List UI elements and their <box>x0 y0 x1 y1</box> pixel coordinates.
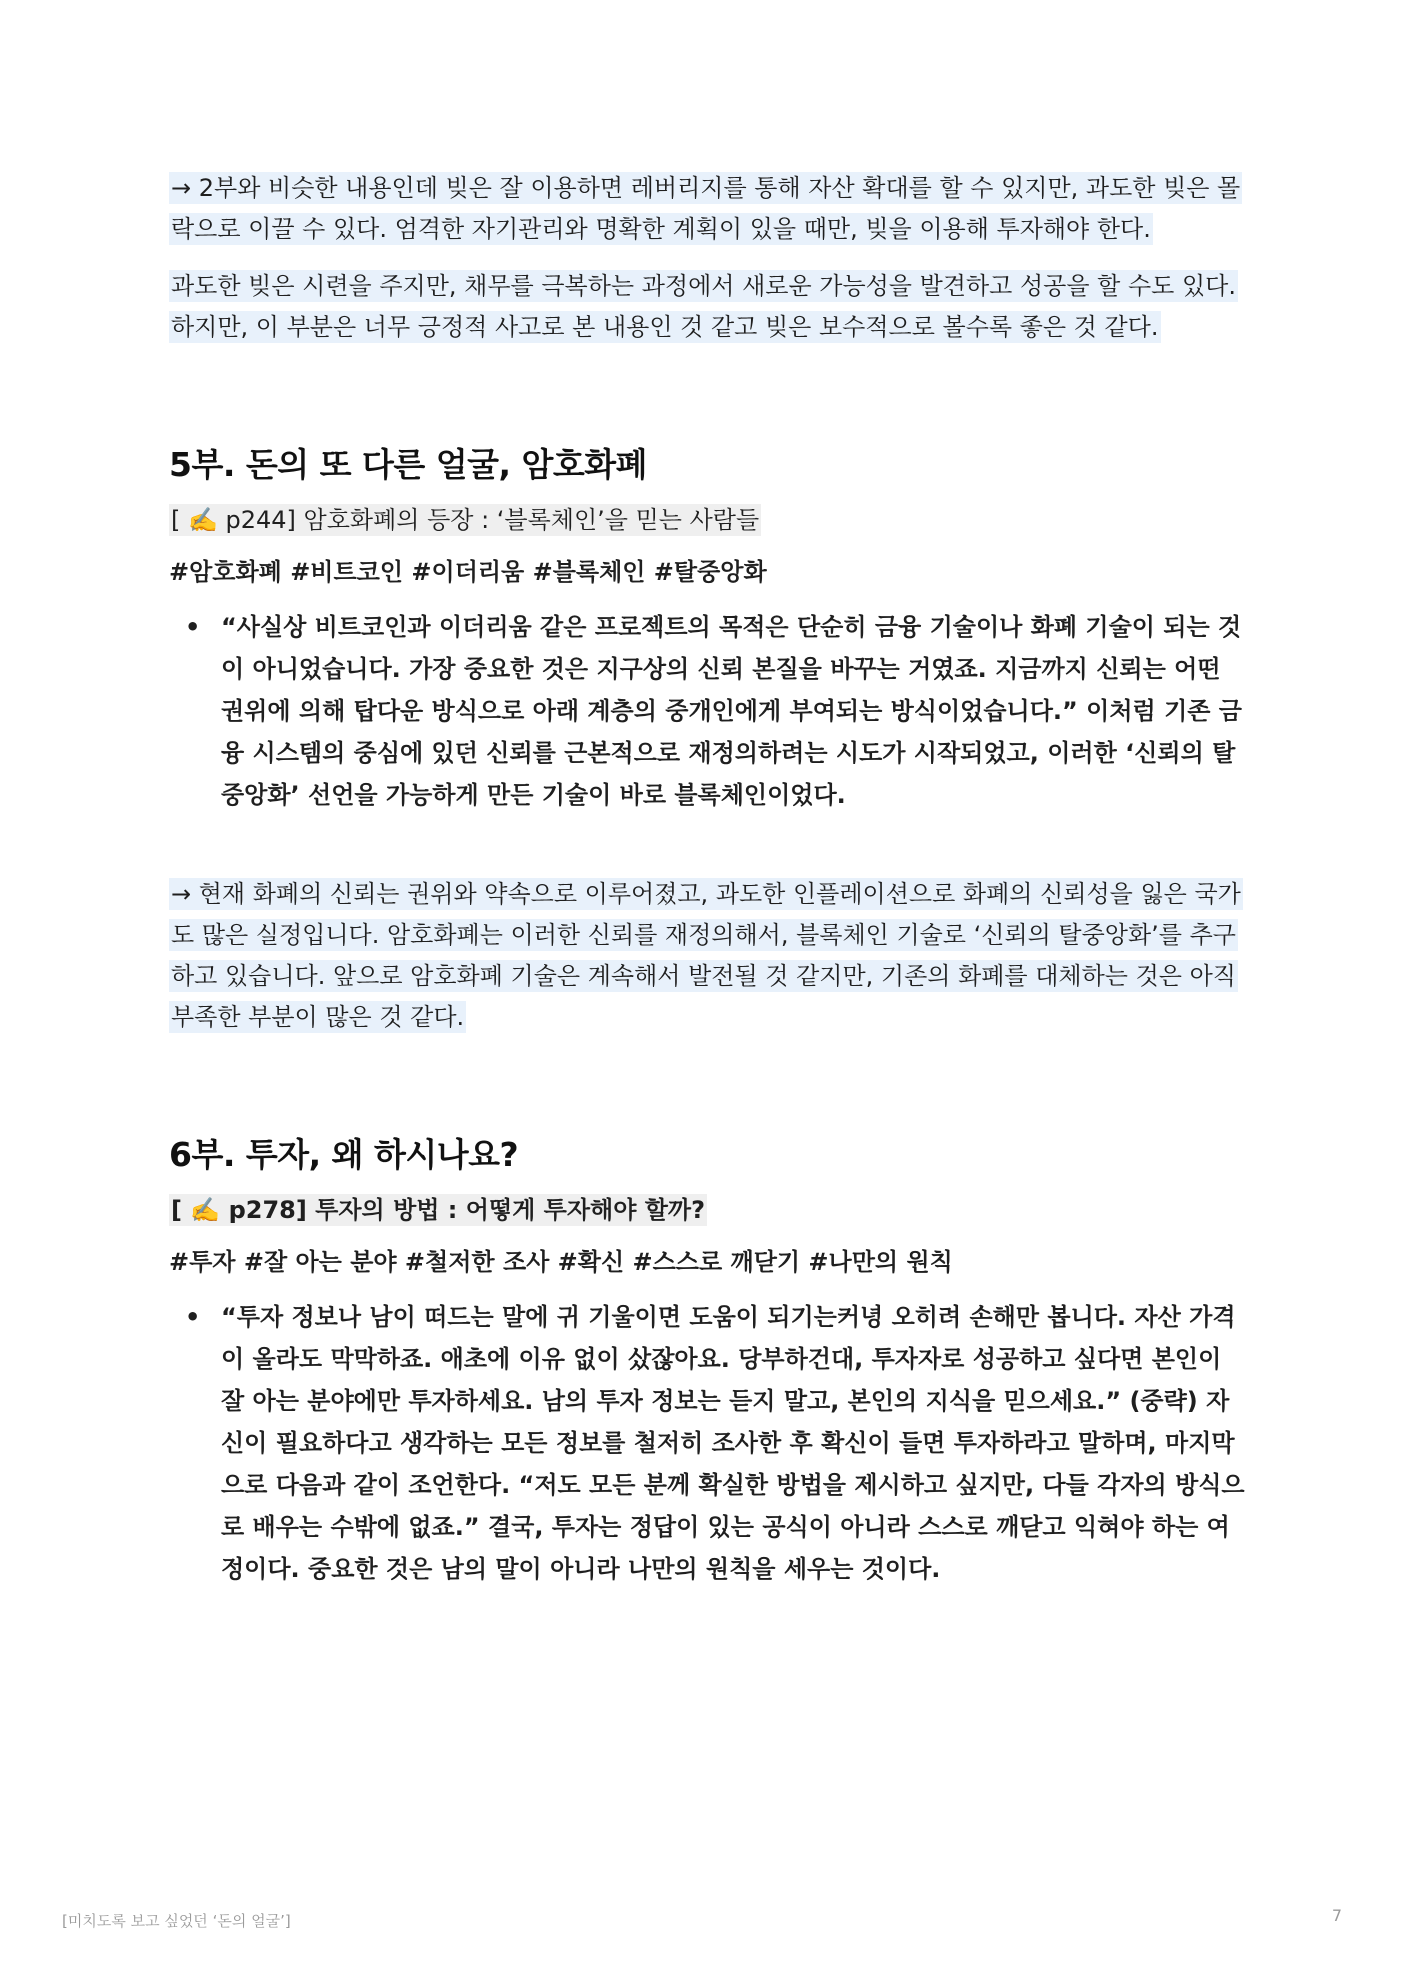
quote-text: “사실상 비트코인과 이더리움 같은 프로젝트의 목적은 단순히 금융 기술이나 화폐 기술이 되는 것이 아니었습니다. 가장 중요한 것은 지구상의 신뢰 본질을 바꾸는 거였죠. 지금까지 신뢰는 어떤 권위에 의해 탑다운 방식으로 아래 계층의 중개인에게 부여되는 방식이었습니다.” 이처럼 기존 금융 시스템의 중심에 있던 신뢰를 근본적으로 재정의하려는 시도가 시작되었고, 이러한 ‘신뢰의 탈중앙화’ 선언을 가능하게 만든 기술이 바로 블록체인이었다. <box>221 613 1242 809</box>
page-number: 7 <box>1331 1906 1342 1925</box>
hashtag-line: #투자 #잘 아는 분야 #철저한 조사 #확신 #스스로 깨닫기 #나만의 원칙 <box>169 1248 953 1276</box>
page-reference <box>169 1190 1249 1230</box>
quote-list <box>169 1296 1249 1590</box>
section-heading-part5: 5부. 돈의 또 다른 얼굴, 암호화폐 <box>169 445 648 484</box>
quote-item <box>169 606 1249 816</box>
reflection-note <box>169 266 1249 348</box>
reflection-note-text: → 현재 화폐의 신뢰는 권위와 약속으로 이루어졌고, 과도한 인플레이션으로 화폐의 신뢰성을 잃은 국가도 많은 실정입니다. 암호화폐는 이러한 신뢰를 재정의해서, 블록체인 기술로 ‘신뢰의 탈중앙화’를 추구하고 있습니다. 앞으로 암호화폐 기술은 계속해서 발전될 것 같지만, 기존의 화폐를 대체하는 것은 아직 부족한 부분이 많은 것 같다. <box>171 880 1241 1031</box>
reflection-note-text: 과도한 빚은 시련을 주지만, 채무를 극복하는 과정에서 새로운 가능성을 발견하고 성공을 할 수도 있다. 하지만, 이 부분은 너무 긍정적 사고로 본 내용인 것 같고 빚은 보수적으로 볼수록 좋은 것 같다. <box>171 272 1236 341</box>
quote-item <box>169 1296 1249 1590</box>
reflection-note <box>169 168 1249 250</box>
reflection-note <box>169 874 1249 1038</box>
page-reference <box>169 500 1249 540</box>
bullet-icon: • <box>185 1303 201 1331</box>
section-heading-part6: 6부. 투자, 왜 하시나요? <box>169 1135 519 1174</box>
quote-list <box>169 606 1249 816</box>
quote-text: “투자 정보나 남이 떠드는 말에 귀 기울이면 도움이 되기는커녕 오히려 손해만 봅니다. 자산 가격이 올라도 막막하죠. 애초에 이유 없이 샀잖아요. 당부하건대, 투자자로 성공하고 싶다면 본인이 잘 아는 분야에만 투자하세요. 남의 투자 정보는 듣지 말고, 본인의 지식을 믿으세요.” (중략) 자신이 필요하다고 생각하는 모든 정보를 철저히 조사한 후 확신이 들면 투자하라고 말하며, 마지막으로 다음과 같이 조언한다. “저도 모든 분께 확실한 방법을 제시하고 싶지만, 다들 각자의 방식으로 배우는 수밖에 없죠.” 결국, 투자는 정답이 있는 공식이 아니라 스스로 깨닫고 익혀야 하는 여정이다. 중요한 것은 남의 말이 아니라 나만의 원칙을 세우는 것이다. <box>221 1303 1245 1583</box>
hashtag-line: #암호화폐 #비트코인 #이더리움 #블록체인 #탈중앙화 <box>169 558 767 586</box>
page-reference-text: [ ✍️ p278] 투자의 방법 : 어떻게 투자해야 할까? <box>171 1196 706 1224</box>
bullet-icon: • <box>185 613 201 641</box>
footer-title: [미치도록 보고 싶었던 ‘돈의 얼굴’] <box>62 1912 291 1930</box>
reflection-note-text: → 2부와 비슷한 내용인데 빚은 잘 이용하면 레버리지를 통해 자산 확대를 할 수 있지만, 과도한 빚은 몰락으로 이끌 수 있다. 엄격한 자기관리와 명확한 계획이 있을 때만, 빚을 이용해 투자해야 한다. <box>171 174 1241 243</box>
page-reference-text: [ ✍️ p244] 암호화폐의 등장 : ‘블록체인’을 믿는 사람들 <box>171 506 760 534</box>
page-content <box>169 168 1249 1590</box>
